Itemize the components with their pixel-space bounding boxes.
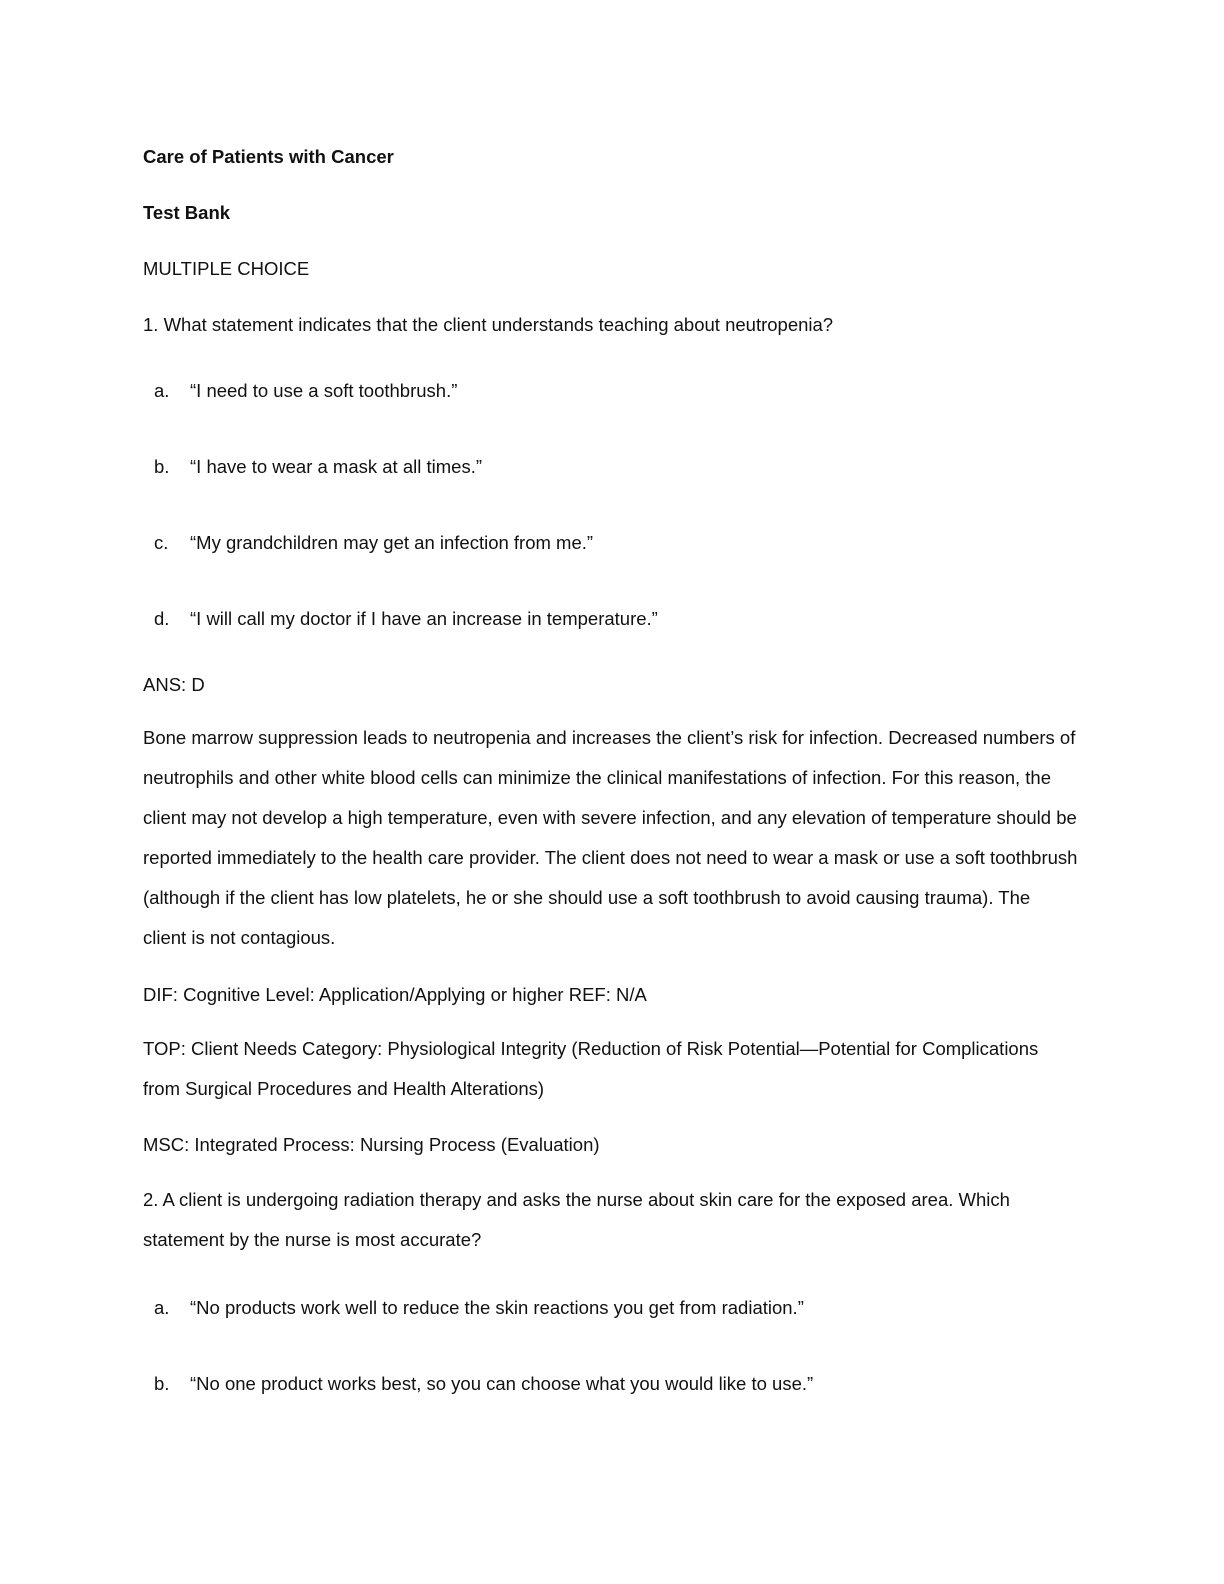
q1-option-a-text: “I need to use a soft toothbrush.” (190, 380, 458, 401)
q2-option-a-letter: a. (154, 1297, 170, 1318)
q1-option-d-letter: d. (154, 608, 170, 629)
q2-option-a-text: “No products work well to reduce the skin reactions you get from radiation.” (190, 1297, 804, 1318)
q2-option-b-letter: b. (154, 1373, 170, 1394)
q1-option-c-letter: c. (154, 532, 169, 553)
document-subtitle: Test Bank (143, 202, 231, 223)
q1-msc: MSC: Integrated Process: Nursing Process (Evaluation) (143, 1134, 600, 1155)
q1-option-b-text: “I have to wear a mask at all times.” (190, 456, 482, 477)
question-2-stem: 2. A client is undergoing radiation therapy and asks the nurse about skin care for the exposed area. Which statement by the nurse is most accurate? (143, 1189, 1010, 1250)
q1-topic: TOP: Client Needs Category: Physiological Integrity (Reduction of Risk Potential—Potential for Complications from Surgical Procedures and Health Alterations) (143, 1038, 1039, 1099)
q1-option-c-text: “My grandchildren may get an infection from me.” (190, 532, 594, 553)
document-title: Care of Patients with Cancer (143, 146, 394, 167)
question-1-stem: 1. What statement indicates that the client understands teaching about neutropenia? (143, 314, 834, 335)
q1-answer: ANS: D (143, 674, 205, 695)
q1-rationale: Bone marrow suppression leads to neutropenia and increases the client’s risk for infection. Decreased numbers of neutrophils and other white blood cells can minimize the clinical manifestations of infection. For this reason, the client may not develop a high temperature, even with severe infection, and any elevation of temperature should be reported immediately to the health care provider. The client does not need to wear a mask or use a soft toothbrush (although if the client has low platelets, he or she should use a soft toothbrush to avoid causing trauma). The client is not contagious. (143, 727, 1078, 948)
q2-option-b-text: “No one product works best, so you can choose what you would like to use.” (190, 1373, 814, 1394)
q1-option-a-letter: a. (154, 380, 170, 401)
q1-option-b-letter: b. (154, 456, 170, 477)
q1-difficulty: DIF: Cognitive Level: Application/Applying or higher REF: N/A (143, 984, 647, 1005)
q1-option-d-text: “I will call my doctor if I have an increase in temperature.” (190, 608, 658, 629)
section-heading: MULTIPLE CHOICE (143, 258, 310, 279)
